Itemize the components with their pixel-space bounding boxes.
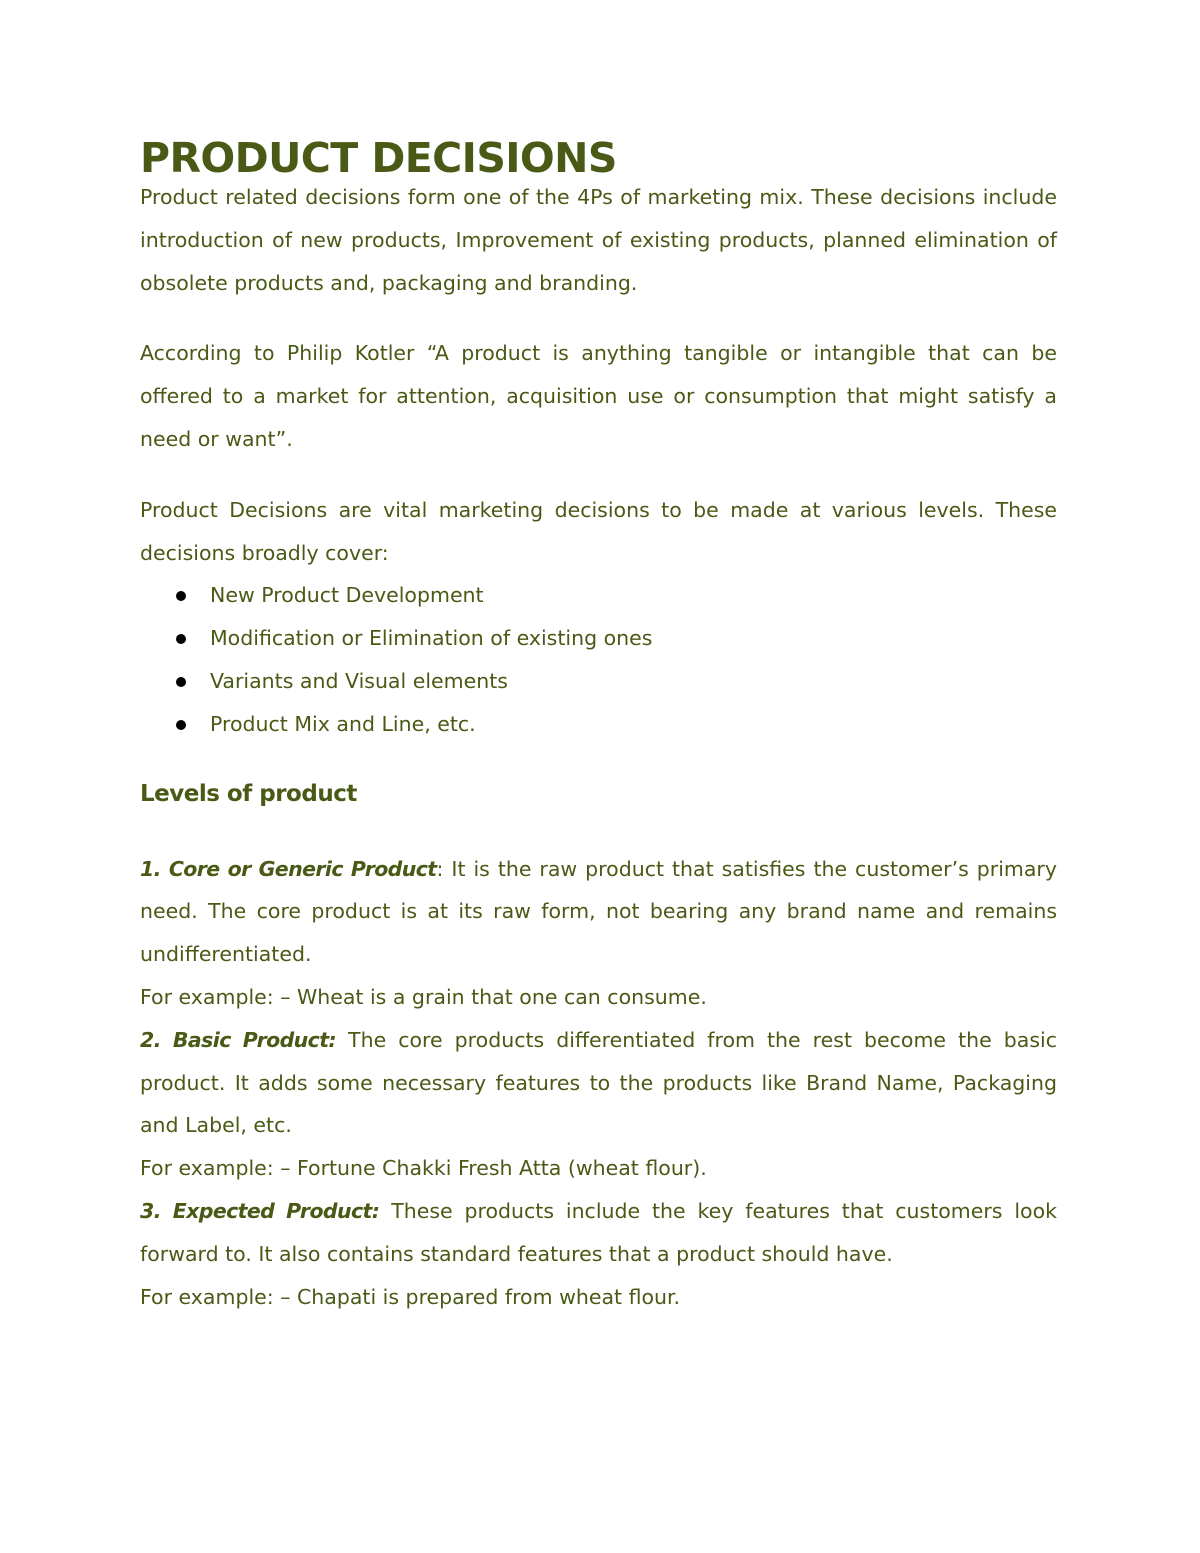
- level-basic-paragraph: [140, 1019, 1057, 1147]
- list-item-label: Product Mix and Line, etc.: [210, 711, 476, 736]
- kotler-quote-paragraph: According to Philip Kotler “A product is anything tangible or intangible that can be offered to a market for attention, acquisition use or consumption that might satisfy a need or want”.: [140, 341, 1057, 451]
- document-page: [140, 134, 1057, 1318]
- level-basic-text: The core products differentiated from the rest become the basic product. It adds some necessary features to the products like Brand Name, Packaging and Label, etc.: [140, 1027, 1057, 1138]
- coverage-list: [140, 574, 1057, 745]
- level-core-paragraph: [140, 848, 1057, 976]
- list-item-label: Variants and Visual elements: [210, 668, 508, 693]
- list-item-label: New Product Development: [210, 583, 484, 608]
- bullet-icon: [176, 591, 186, 601]
- bullet-icon: [176, 634, 186, 644]
- list-item: [140, 703, 1057, 746]
- levels-heading: Levels of product: [140, 780, 357, 807]
- level-basic-example: For example: – Fortune Chakki Fresh Atta (wheat flour).: [140, 1156, 707, 1181]
- level-basic-term: 2. Basic Product:: [140, 1027, 337, 1052]
- list-item-label: Modification or Elimination of existing ones: [210, 626, 653, 651]
- document-title: PRODUCT DECISIONS: [140, 134, 617, 182]
- level-core-text: : It is the raw product that satisfies the customer’s primary need. The core product is at its raw form, not bearing any brand name and remains undifferentiated.: [140, 856, 1057, 967]
- level-core-example: For example: – Wheat is a grain that one can consume.: [140, 984, 707, 1009]
- level-expected-term: 3. Expected Product:: [140, 1198, 380, 1223]
- level-expected-text: These products include the key features that customers look forward to. It also contains standard features that a product should have.: [140, 1198, 1057, 1266]
- list-item: [140, 660, 1057, 703]
- bullet-icon: [176, 720, 186, 730]
- level-core-term: 1. Core or Generic Product: [140, 856, 437, 881]
- level-expected-example: For example: – Chapati is prepared from wheat flour.: [140, 1284, 681, 1309]
- list-item: [140, 574, 1057, 617]
- bullet-icon: [176, 677, 186, 687]
- coverage-intro-paragraph: Product Decisions are vital marketing decisions to be made at various levels. These decisions broadly cover:: [140, 497, 1057, 565]
- intro-paragraph: Product related decisions form one of the 4Ps of marketing mix. These decisions include introduction of new products, Improvement of existing products, planned elimination of obsolete products and, packaging and branding.: [140, 185, 1057, 295]
- list-item: [140, 617, 1057, 660]
- level-expected-paragraph: [140, 1190, 1057, 1276]
